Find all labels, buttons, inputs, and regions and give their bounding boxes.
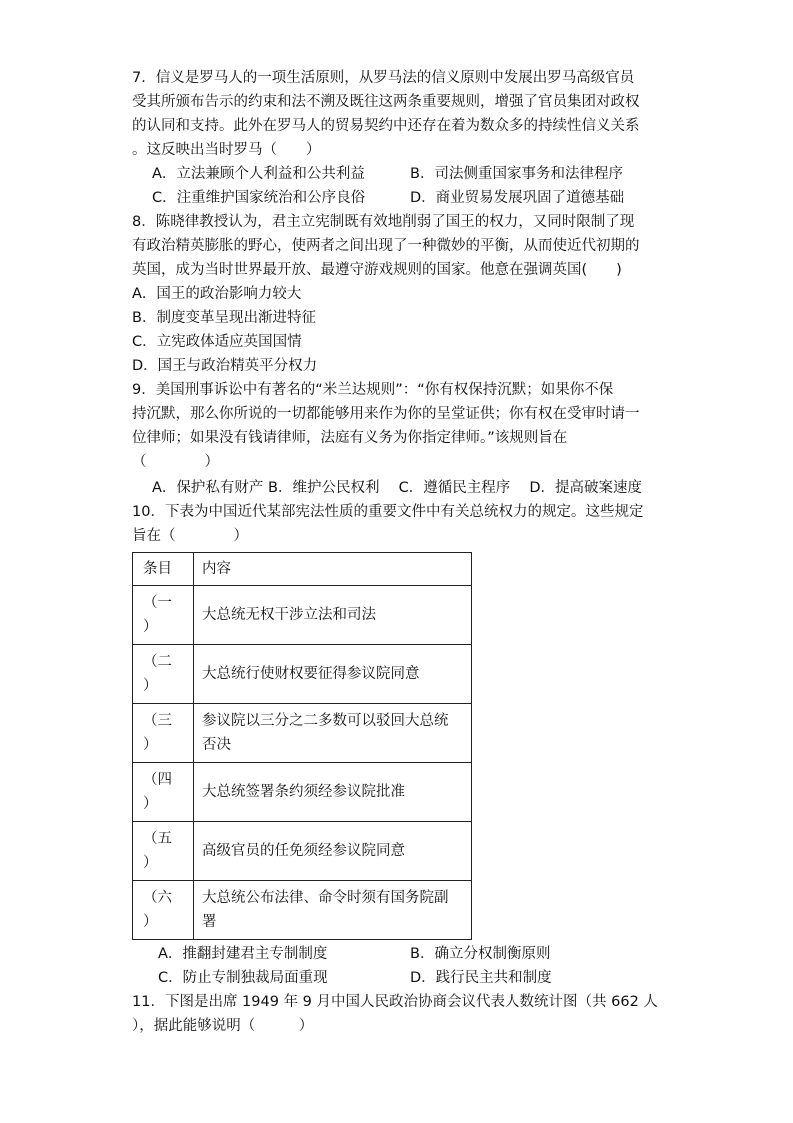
row-item-line-1: （五	[143, 831, 172, 847]
q7-stem-line-1: 7．信义是罗马人的一项生活原则，从罗马法的信义原则中发展出罗马高级官员	[132, 70, 635, 86]
row-item-line-1: （六	[143, 890, 172, 906]
row-content-line-1: 大总统无权干涉立法和司法	[202, 607, 376, 623]
row-item	[133, 645, 194, 704]
table-row	[133, 645, 472, 704]
q7-stem-line-4: 。这反映出当时罗马（ ）	[132, 142, 321, 158]
q11-stem-line-1: 11．下图是出席 1949 年 9 月中国人民政治协商会议代表人数统计图（共 662 人	[132, 994, 658, 1010]
row-item-line-2: ）	[143, 855, 158, 871]
row-item	[133, 763, 194, 822]
q9-stem-line-2: 持沉默，那么你所说的一切都能够用来作为你的呈堂证供；你有权在受审时请一	[132, 406, 640, 422]
table-row	[133, 763, 472, 822]
row-item-line-2: ）	[143, 796, 158, 812]
row-content-line-2: 否决	[202, 737, 231, 753]
q9-options: A．保护私有财产 B．维护公民权利 C．遵循民主程序 D．提高破案速度	[152, 480, 642, 496]
q8-option-a: A．国王的政治影响力较大	[132, 286, 302, 302]
q8-stem-line-3: 英国，成为当时世界最开放、最遵守游戏规则的国家。他意在强调英国( )	[132, 262, 622, 278]
row-item-line-2: ）	[143, 619, 158, 635]
row-content	[194, 881, 472, 940]
q8-stem-line-1: 8．陈晓律教授认为，君主立宪制既有效地削弱了国王的权力，又同时限制了现	[132, 214, 635, 230]
row-content-line-1: 大总统公布法律、命令时须有国务院副	[202, 890, 449, 906]
q8-option-b: B．制度变革呈现出渐进特征	[132, 310, 316, 326]
row-content-line-1: 参议院以三分之二多数可以驳回大总统	[202, 713, 449, 729]
q10-option-a: A．推翻封建君主专制制度	[158, 946, 328, 962]
header-item: 条目	[133, 553, 194, 586]
row-content-line-1: 大总统签署条约须经参议院批准	[202, 784, 405, 800]
q7-stem-line-2: 受其所颁布告示的约束和法不溯及既往这两条重要规则，增强了官员集团对政权	[132, 94, 640, 110]
q10-option-c: C．防止专制独裁局面重现	[158, 970, 328, 986]
row-content	[194, 822, 472, 881]
q9-stem-line-4: （ ）	[132, 454, 219, 470]
row-item	[133, 586, 194, 645]
q8-stem-line-2: 有政治精英膨胀的野心，使两者之间出现了一种微妙的平衡，从而使近代初期的	[132, 238, 640, 254]
table-row	[133, 881, 472, 940]
row-item	[133, 704, 194, 763]
row-item	[133, 822, 194, 881]
row-content-line-2: 署	[202, 914, 217, 930]
q8-option-c: C．立宪政体适应英国国情	[132, 334, 302, 350]
q9-stem-line-1: 9．美国刑事诉讼中有著名的“米兰达规则”：“你有权保持沉默；如果你不保	[132, 382, 614, 398]
q7-option-c: C．注重维护国家统治和公序良俗	[152, 190, 366, 206]
presidential-powers-table	[132, 552, 472, 940]
table-row	[133, 586, 472, 645]
table-row	[133, 822, 472, 881]
row-content	[194, 763, 472, 822]
q7-stem-line-3: 的认同和支持。此外在罗马人的贸易契约中还存在着为数众多的持续性信义关系	[132, 118, 640, 134]
row-content-line-1: 高级官员的任免须经参议院同意	[202, 843, 405, 859]
row-content	[194, 704, 472, 763]
row-item-line-2: ）	[143, 737, 158, 753]
row-item	[133, 881, 194, 940]
row-item-line-1: （三	[143, 713, 172, 729]
q9-stem-line-3: 位律师；如果没有钱请律师，法庭有义务为你指定律师。”该规则旨在	[132, 430, 568, 446]
q10-stem-line-1: 10．下表为中国近代某部宪法性质的重要文件中有关总统权力的规定。这些规定	[132, 504, 644, 520]
row-item-line-2: ）	[143, 914, 158, 930]
q11-stem-line-2: ），据此能够说明（ ）	[132, 1018, 314, 1034]
row-item-line-1: （二	[143, 654, 172, 670]
row-item-line-2: ）	[143, 678, 158, 694]
q7-option-d: D．商业贸易发展巩固了道德基础	[410, 190, 625, 206]
row-item-line-1: （四	[143, 772, 172, 788]
q7-option-b: B．司法侧重国家事务和法律程序	[410, 166, 623, 182]
table-row	[133, 704, 472, 763]
q7-option-a: A．立法兼顾个人利益和公共利益	[152, 166, 365, 182]
row-content	[194, 645, 472, 704]
row-content-line-1: 大总统行使财权要征得参议院同意	[202, 666, 420, 682]
row-content	[194, 586, 472, 645]
q8-option-d: D．国王与政治精英平分权力	[132, 358, 318, 374]
header-content: 内容	[194, 553, 472, 586]
table-header-row	[133, 553, 472, 586]
q10-option-d: D．践行民主共和制度	[410, 970, 552, 986]
q10-stem-line-2: 旨在（ ）	[132, 528, 248, 544]
q10-option-b: B．确立分权制衡原则	[410, 946, 551, 962]
row-item-line-1: （一	[143, 595, 172, 611]
